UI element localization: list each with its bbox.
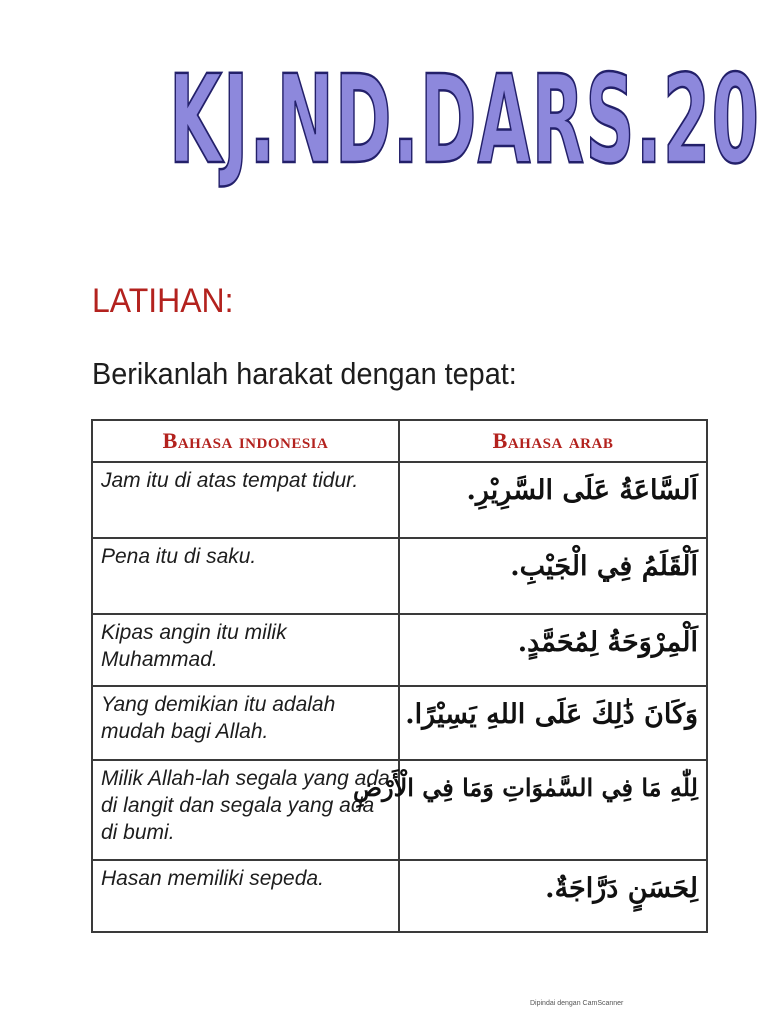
cell-indonesia: Jam itu di atas tempat tidur. <box>92 462 399 538</box>
table-row <box>92 686 707 760</box>
cell-arab: اَلْمِرْوَحَةُ لِمُحَمَّدٍ. <box>399 614 707 686</box>
table-row <box>92 614 707 686</box>
table-row <box>92 538 707 614</box>
cell-indonesia: Pena itu di saku. <box>92 538 399 614</box>
cell-indonesia: Yang demikian itu adalah mudah bagi Allah. <box>92 686 399 760</box>
header-arab: Bahasa arab <box>399 420 707 462</box>
cell-arab: وَكَانَ ذَٰلِكَ عَلَى اللهِ يَسِيْرًا. <box>399 686 707 760</box>
scanner-footer: Dipindai dengan CamScanner <box>530 1000 624 1007</box>
cell-arab: اَلسَّاعَةُ عَلَى السَّرِيْرِ. <box>399 462 707 538</box>
section-label: LATIHAN: <box>92 282 234 320</box>
cell-arab: لِحَسَنٍ دَرَّاجَةٌ. <box>399 860 707 932</box>
cell-arab: اَلْقَلَمُ فِي الْجَيْبِ. <box>399 538 707 614</box>
header-indonesia: Bahasa indonesia <box>92 420 399 462</box>
table-row <box>92 462 707 538</box>
instruction-text: Berikanlah harakat dengan tepat: <box>92 356 517 391</box>
table-row <box>92 860 707 932</box>
cell-indonesia: Milik Allah-lah segala yang ada di langit dan segala yang ada di bumi. <box>92 760 399 860</box>
cell-indonesia: Hasan memiliki sepeda. <box>92 860 399 932</box>
table-row <box>92 760 707 860</box>
cell-indonesia: Kipas angin itu milik Muhammad. <box>92 614 399 686</box>
exercise-table <box>91 419 708 933</box>
table-header-row <box>92 420 707 462</box>
page-title: KJ.ND.DARS.20 <box>168 49 761 191</box>
cell-arab: لِلّٰهِ مَا فِي السَّمٰوَاتِ وَمَا فِي الْأَرْضِ <box>399 760 707 860</box>
